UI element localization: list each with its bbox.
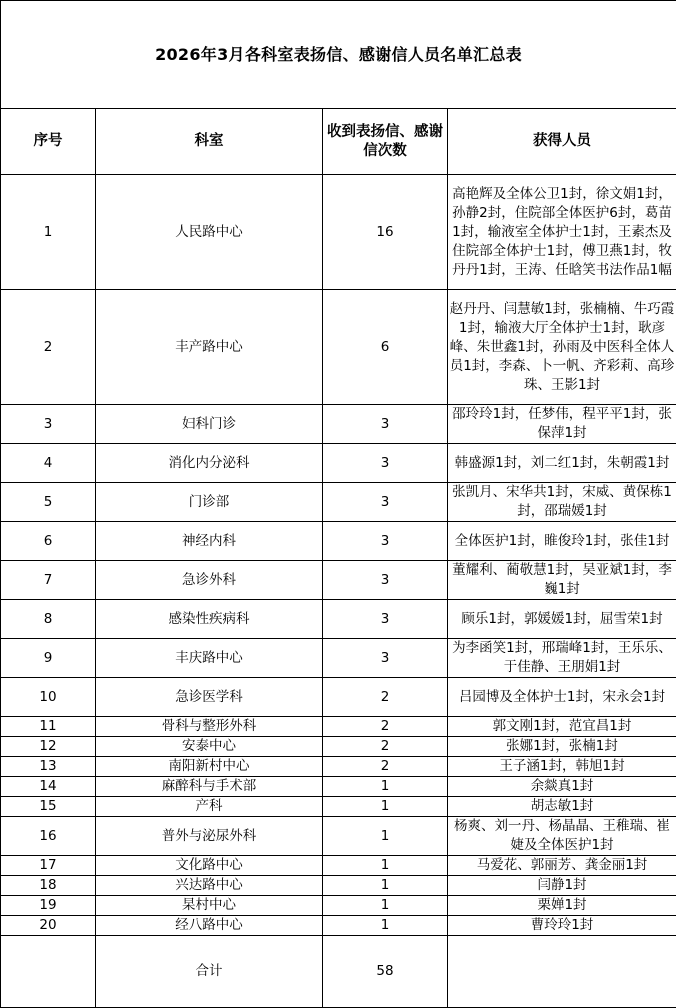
row-count: 2 [323, 678, 448, 717]
row-count: 3 [323, 639, 448, 678]
row-department: 人民路中心 [96, 175, 323, 290]
row-people-text: 张凯月、宋华共1封，宋威、黄保栋1封，邵瑞媛1封 [449, 483, 675, 521]
table-row [1, 444, 676, 483]
row-department: 神经内科 [96, 522, 323, 561]
table-row [1, 290, 676, 405]
row-people [448, 175, 676, 290]
table-row [1, 757, 676, 777]
total-count: 58 [323, 936, 448, 1008]
header-people: 获得人员 [448, 109, 676, 175]
row-department: 麻醉科与手术部 [96, 777, 323, 797]
row-people [448, 444, 676, 483]
row-people [448, 600, 676, 639]
row-count: 3 [323, 561, 448, 600]
row-index: 7 [1, 561, 96, 600]
row-people-text: 韩盛源1封，刘二红1封，朱朝霞1封 [449, 454, 675, 473]
row-people-text: 王子涵1封，韩旭1封 [449, 757, 675, 776]
row-department: 骨科与整形外科 [96, 717, 323, 737]
table-row [1, 175, 676, 290]
row-index: 5 [1, 483, 96, 522]
table-body [1, 175, 676, 936]
row-count: 3 [323, 405, 448, 444]
row-index: 9 [1, 639, 96, 678]
total-index-cell [1, 936, 96, 1008]
row-department: 急诊医学科 [96, 678, 323, 717]
row-people-text: 张娜1封，张楠1封 [449, 737, 675, 756]
row-people [448, 856, 676, 876]
row-department: 妇科门诊 [96, 405, 323, 444]
table-row [1, 797, 676, 817]
row-people [448, 522, 676, 561]
row-people [448, 678, 676, 717]
row-department: 丰产路中心 [96, 290, 323, 405]
table-row [1, 522, 676, 561]
row-count: 1 [323, 896, 448, 916]
table-row [1, 817, 676, 856]
table-row [1, 916, 676, 936]
row-people [448, 876, 676, 896]
row-index: 12 [1, 737, 96, 757]
row-people [448, 797, 676, 817]
row-department: 杲村中心 [96, 896, 323, 916]
row-department: 南阳新村中心 [96, 757, 323, 777]
header-index: 序号 [1, 109, 96, 175]
row-index: 8 [1, 600, 96, 639]
row-count: 3 [323, 483, 448, 522]
row-department: 安泰中心 [96, 737, 323, 757]
header-department: 科室 [96, 109, 323, 175]
row-people [448, 405, 676, 444]
row-people [448, 817, 676, 856]
table-row [1, 856, 676, 876]
sheet-title: 2026年3月各科室表扬信、感谢信人员名单汇总表 [1, 1, 676, 109]
row-people-text: 为李函笑1封，邢瑞峰1封，王乐乐、于佳静、王朋娟1封 [449, 639, 675, 677]
row-count: 1 [323, 797, 448, 817]
total-people-cell [448, 936, 676, 1008]
row-people-text: 全体医护1封，睢俊玲1封，张佳1封 [449, 532, 675, 551]
table-row [1, 600, 676, 639]
row-index: 14 [1, 777, 96, 797]
row-people [448, 737, 676, 757]
row-people [448, 777, 676, 797]
row-people-text: 栗婵1封 [449, 896, 675, 915]
row-people [448, 561, 676, 600]
row-index: 13 [1, 757, 96, 777]
row-people [448, 483, 676, 522]
row-count: 3 [323, 600, 448, 639]
row-count: 2 [323, 717, 448, 737]
row-index: 15 [1, 797, 96, 817]
row-index: 4 [1, 444, 96, 483]
row-index: 16 [1, 817, 96, 856]
row-people [448, 916, 676, 936]
row-department: 急诊外科 [96, 561, 323, 600]
header-count: 收到表扬信、感谢信次数 [323, 109, 448, 175]
row-department: 产科 [96, 797, 323, 817]
row-count: 6 [323, 290, 448, 405]
table-row [1, 777, 676, 797]
row-people-text: 余燚真1封 [449, 777, 675, 796]
title-row [1, 1, 676, 109]
table-row [1, 639, 676, 678]
row-people-text: 顾乐1封，郭媛媛1封，屈雪荣1封 [449, 610, 675, 629]
row-people-text: 胡志敏1封 [449, 797, 675, 816]
row-people-text: 郭文刚1封，范宜昌1封 [449, 717, 675, 736]
row-people [448, 757, 676, 777]
row-people [448, 639, 676, 678]
row-people-text: 赵丹丹、闫慧敏1封，张楠楠、牛巧霞1封，输液大厅全体护士1封，耿彦峰、朱世鑫1封，孙雨及中医科全体人员1封，李森、卜一帆、齐彩莉、高珍珠、王影1封 [449, 300, 675, 395]
row-department: 消化内分泌科 [96, 444, 323, 483]
row-index: 19 [1, 896, 96, 916]
row-count: 2 [323, 737, 448, 757]
row-people-text: 马爱花、郭丽芳、龚金丽1封 [449, 856, 675, 875]
row-index: 1 [1, 175, 96, 290]
row-department: 感染性疾病科 [96, 600, 323, 639]
row-people [448, 290, 676, 405]
row-people [448, 717, 676, 737]
row-people-text: 吕园博及全体护士1封，宋永会1封 [449, 688, 675, 707]
row-people-text: 高艳辉及全体公卫1封，徐文娟1封，孙静2封，住院部全体医护6封，葛苗1封，输液室全体护士1封，王素杰及住院部全体护士1封，傅卫燕1封，牧丹丹1封，王涛、任晗笑书法作品1幅 [449, 185, 675, 280]
row-count: 3 [323, 522, 448, 561]
row-count: 1 [323, 817, 448, 856]
row-count: 1 [323, 777, 448, 797]
row-index: 10 [1, 678, 96, 717]
table-row [1, 561, 676, 600]
row-index: 6 [1, 522, 96, 561]
table-row [1, 896, 676, 916]
total-row [1, 936, 676, 1008]
table-row [1, 483, 676, 522]
row-count: 2 [323, 757, 448, 777]
row-people [448, 896, 676, 916]
row-count: 3 [323, 444, 448, 483]
table-row [1, 405, 676, 444]
row-count: 1 [323, 916, 448, 936]
row-people-text: 董耀利、蔺敬慧1封，吴亚斌1封，李巍1封 [449, 561, 675, 599]
header-row [1, 109, 676, 175]
row-people-text: 邵玲玲1封，任梦伟，程平平1封，张保萍1封 [449, 405, 675, 443]
row-count: 1 [323, 876, 448, 896]
row-index: 18 [1, 876, 96, 896]
row-people-text: 杨爽、刘一丹、杨晶晶、王稚瑞、崔婕及全体医护1封 [449, 817, 675, 855]
row-department: 普外与泌尿外科 [96, 817, 323, 856]
row-index: 17 [1, 856, 96, 876]
table-row [1, 876, 676, 896]
total-label: 合计 [96, 936, 323, 1008]
row-department: 丰庆路中心 [96, 639, 323, 678]
row-people-text: 闫静1封 [449, 876, 675, 895]
table-row [1, 678, 676, 717]
row-count: 1 [323, 856, 448, 876]
table-row [1, 737, 676, 757]
row-index: 3 [1, 405, 96, 444]
row-department: 门诊部 [96, 483, 323, 522]
row-department: 文化路中心 [96, 856, 323, 876]
row-index: 2 [1, 290, 96, 405]
table-row [1, 717, 676, 737]
row-department: 经八路中心 [96, 916, 323, 936]
row-index: 11 [1, 717, 96, 737]
row-index: 20 [1, 916, 96, 936]
row-department: 兴达路中心 [96, 876, 323, 896]
row-people-text: 曹玲玲1封 [449, 916, 675, 935]
row-count: 16 [323, 175, 448, 290]
